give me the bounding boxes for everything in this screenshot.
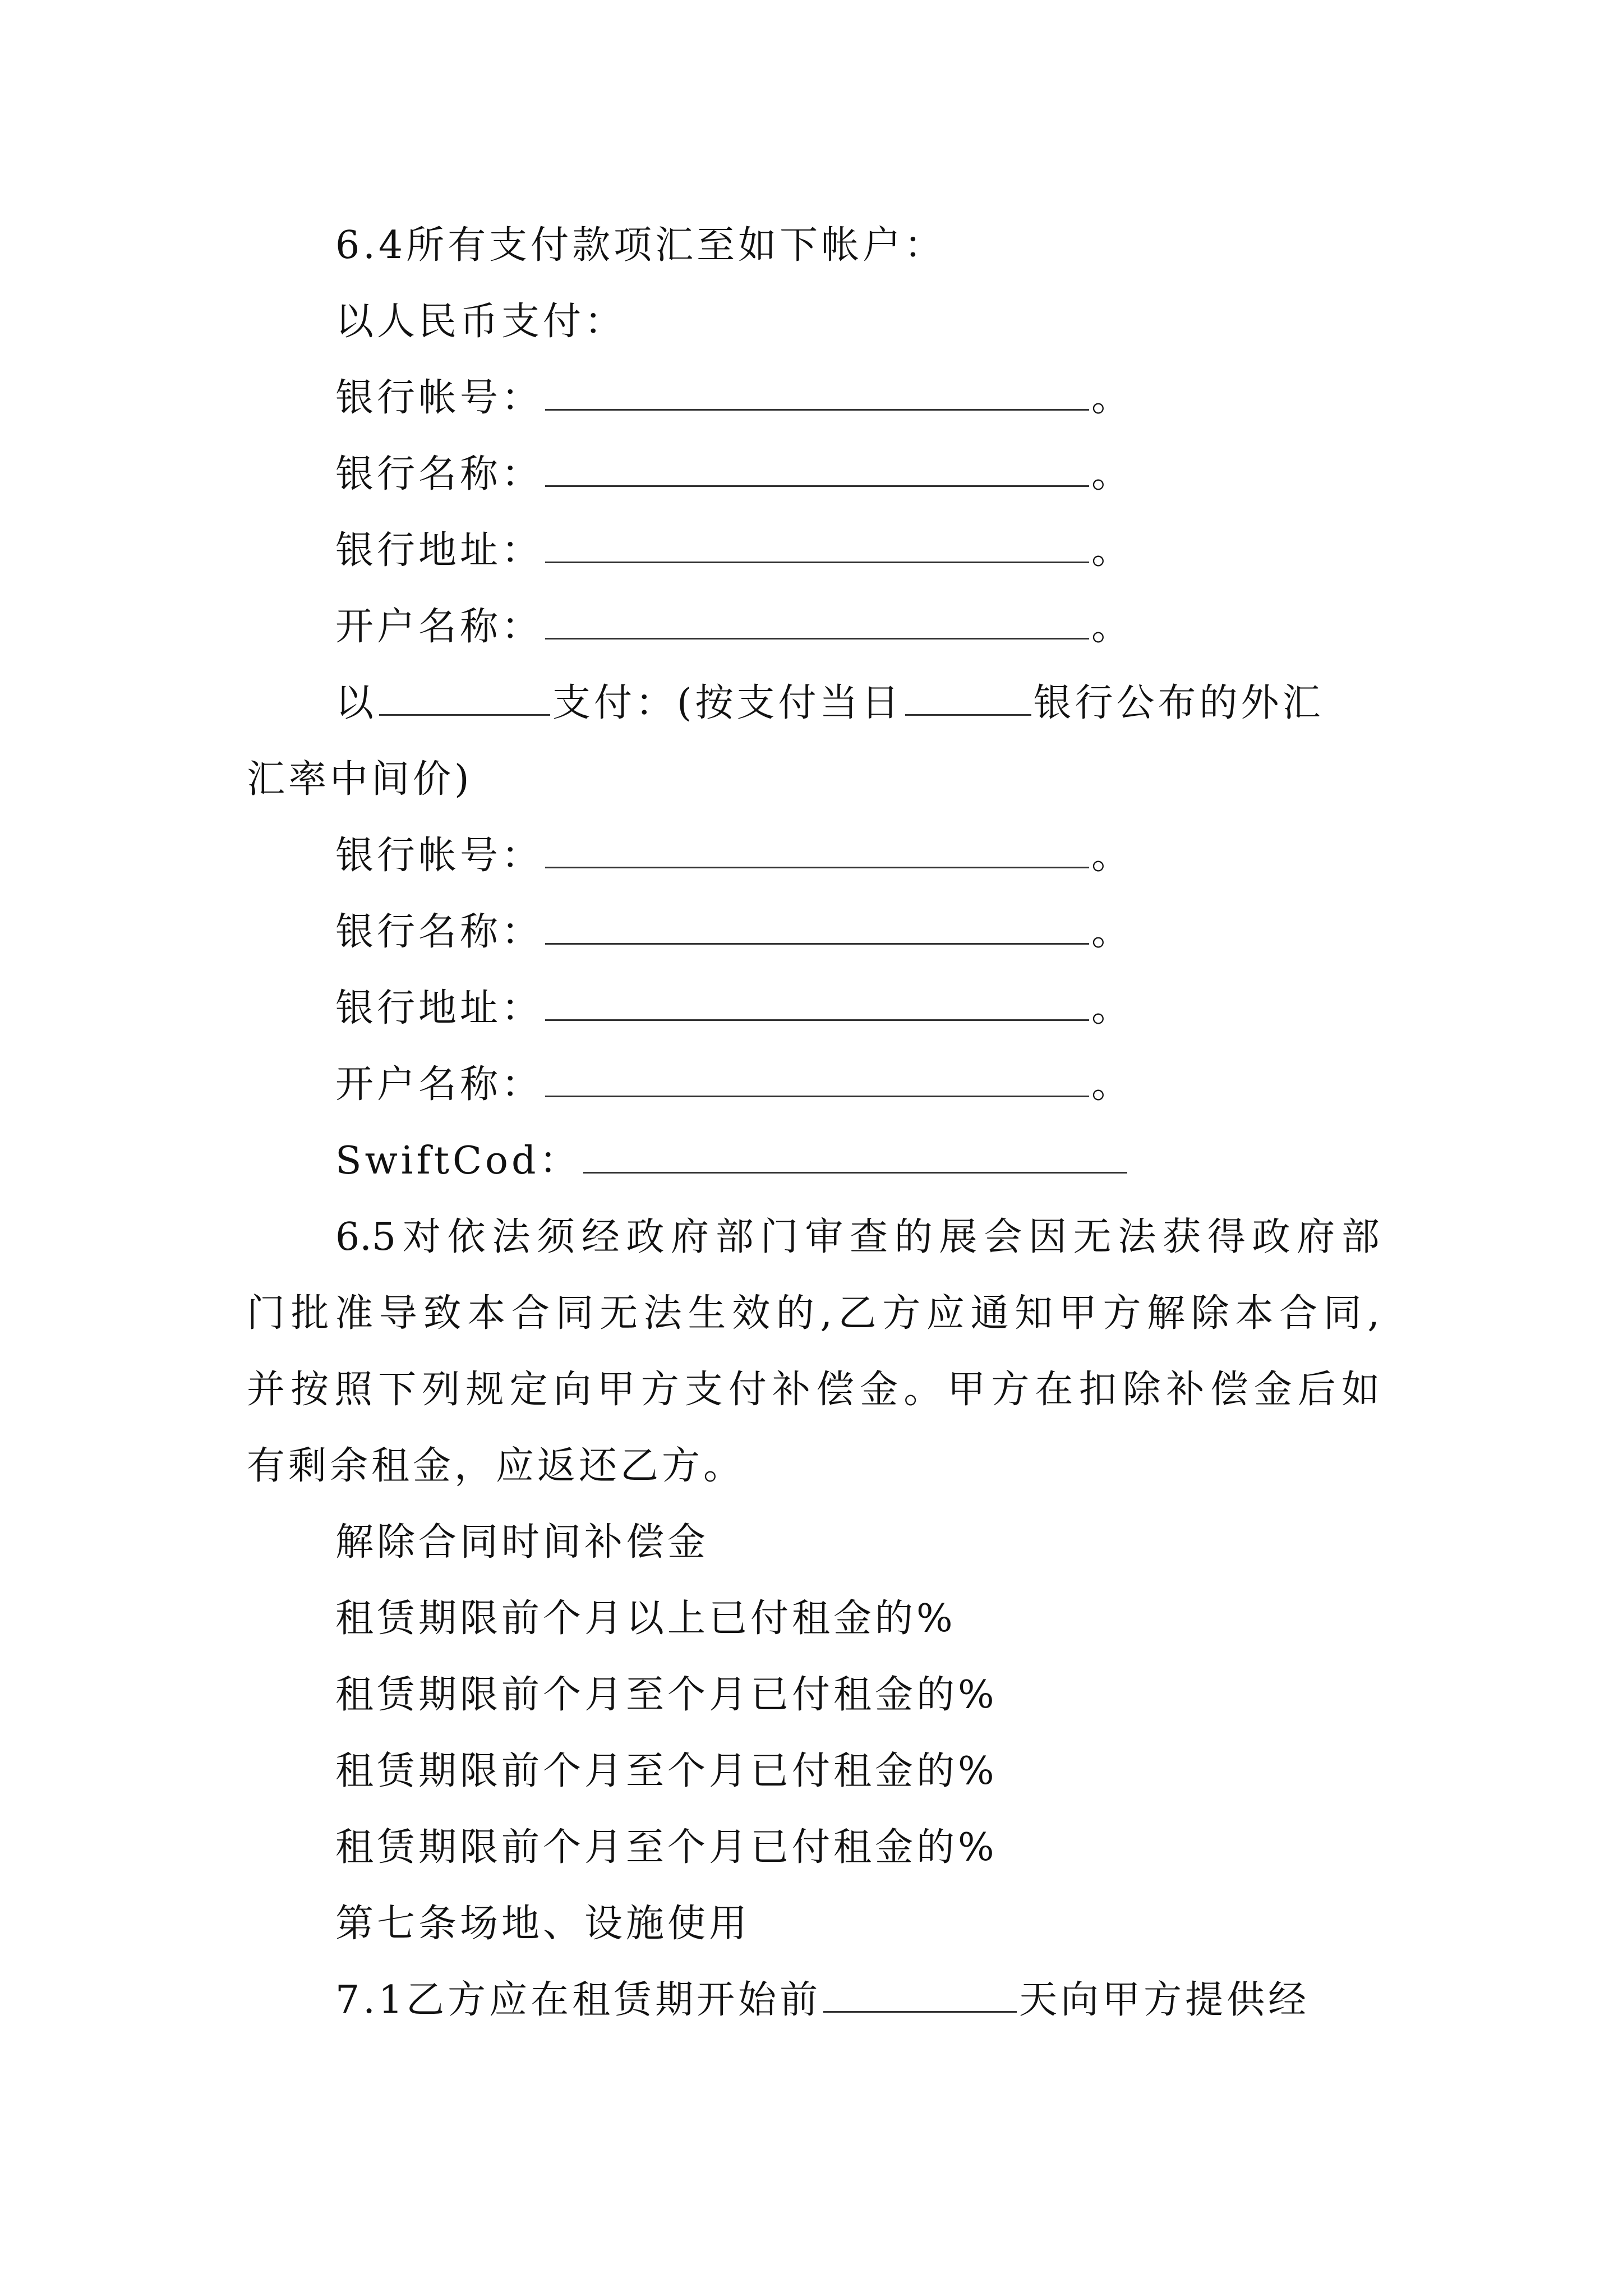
field-label: 银行名称： <box>335 910 543 954</box>
field-end: 。 <box>1091 452 1133 496</box>
rmb-bank-account-row <box>335 370 1133 426</box>
field-label: 开户名称： <box>335 605 543 649</box>
fill-in-blank <box>545 374 1089 411</box>
days-blank <box>823 1976 1017 2013</box>
field-label: 银行地址： <box>335 528 543 573</box>
section-7-1-line <box>335 1972 1310 2028</box>
field-label: SwiftCod： <box>335 1139 581 1183</box>
rmb-account-holder-row <box>335 599 1133 655</box>
rmb-bank-address-row <box>335 523 1133 579</box>
field-end: 。 <box>1091 986 1133 1030</box>
compensation-row: 租赁期限前个月至个月已付租金的% <box>335 1673 998 1717</box>
fill-in-blank <box>583 1137 1127 1174</box>
field-end: 。 <box>1091 528 1133 573</box>
bank-blank <box>905 679 1031 716</box>
fill-in-blank <box>545 832 1089 868</box>
fx-bank-address-row <box>335 981 1133 1037</box>
compensation-row: 租赁期限前个月至个月已付租金的% <box>335 1825 998 1870</box>
field-end: 。 <box>1091 1062 1133 1107</box>
fx-account-holder-row <box>335 1057 1133 1113</box>
compensation-table-heading: 解除合同时间补偿金 <box>335 1520 709 1565</box>
fx-prefix: 以 <box>335 681 377 725</box>
field-label: 开户名称： <box>335 1062 543 1107</box>
fx-suffix: 银行公布的外汇 <box>1033 681 1324 725</box>
field-label: 银行名称： <box>335 452 543 496</box>
field-label: 银行帐号： <box>335 834 543 878</box>
fx-bank-name-row <box>335 904 1133 960</box>
fill-in-blank <box>545 603 1089 639</box>
field-end: 。 <box>1091 605 1133 649</box>
compensation-row: 租赁期限前个月至个月已付租金的% <box>335 1749 998 1793</box>
section-6-5-line-1: 6.5对依法须经政府部门审查的展会因无法获得政府部 <box>335 1215 1380 1259</box>
field-end: 。 <box>1091 910 1133 954</box>
swift-code-row <box>335 1133 1129 1189</box>
fill-in-blank <box>545 908 1089 945</box>
fx-bank-account-row <box>335 828 1133 884</box>
rmb-bank-name-row <box>335 447 1133 503</box>
s71-prefix: 7.1乙方应在租赁期开始前 <box>335 1978 822 2022</box>
field-end: 。 <box>1091 834 1133 878</box>
field-label: 银行帐号： <box>335 376 543 420</box>
fill-in-blank <box>545 1061 1089 1097</box>
rmb-payment-heading: 以人民币支付： <box>335 300 626 344</box>
fill-in-blank <box>545 984 1089 1021</box>
fx-payment-continuation: 汇率中间价) <box>247 757 473 802</box>
s71-suffix: 天向甲方提供经 <box>1019 1978 1310 2022</box>
fill-in-blank <box>545 450 1089 487</box>
section-6-4-title: 6.4所有支付款项汇至如下帐户： <box>335 223 946 268</box>
section-6-5-line-4: 有剩余租金，应返还乙方。 <box>247 1444 745 1488</box>
field-label: 银行地址： <box>335 986 543 1030</box>
fx-middle: 支付：(按支付当日 <box>552 681 903 725</box>
article-7-title: 第七条场地、设施使用 <box>335 1902 751 1946</box>
currency-blank <box>379 679 550 716</box>
fx-payment-line <box>335 675 1324 731</box>
compensation-row: 租赁期限前个月以上已付租金的% <box>335 1596 956 1641</box>
section-6-5-line-2: 门批准导致本合同无法生效的,乙方应通知甲方解除本合同, <box>247 1291 1380 1336</box>
section-6-5-line-3: 并按照下列规定向甲方支付补偿金。甲方在扣除补偿金后如 <box>247 1368 1380 1412</box>
field-end: 。 <box>1091 376 1133 420</box>
fill-in-blank <box>545 527 1089 563</box>
